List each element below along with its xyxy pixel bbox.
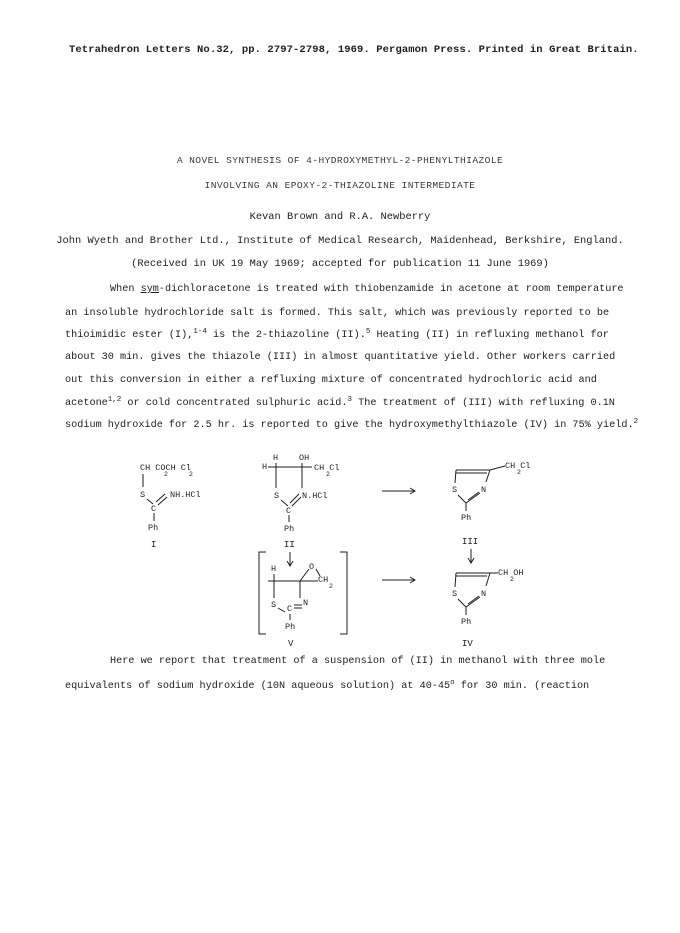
ring-bond: [278, 608, 285, 612]
compound-II: [262, 453, 340, 566]
reference-superscript: 5: [365, 328, 371, 336]
subscript: 2: [164, 471, 168, 478]
ch2oh-group: CH OH: [498, 568, 524, 578]
nitrogen-atom: N: [303, 598, 309, 608]
epoxide-bond: [300, 569, 309, 581]
subscript: 2: [517, 469, 521, 476]
text-run: Heating (II) in refluxing methanol for: [370, 330, 609, 341]
sulfur-atom: S: [271, 600, 277, 610]
arrow-V-to-IV: [382, 577, 415, 583]
subscript: 2: [189, 471, 193, 478]
ring-double-bond: [466, 597, 480, 607]
text-run: or cold concentrated sulphuric acid.: [121, 398, 348, 409]
ring-double-bond: [466, 493, 480, 503]
reaction-scheme-drawing: [0, 440, 680, 655]
double-bond: [156, 494, 165, 502]
text-run: for 30 min. (reaction: [454, 681, 590, 692]
hydrogen-atom: H: [271, 564, 277, 574]
subscript: 2: [329, 583, 333, 590]
paragraph-1-line-5: out this conversion in either a refluxing mixture of concentrated hydrochloric acid and: [65, 375, 597, 386]
ch2-group: CH: [318, 575, 329, 585]
hydrogen-atom: H: [262, 462, 268, 472]
authors: Kevan Brown and R.A. Newberry: [249, 211, 431, 223]
text-run: -dichloracetone is treated with thiobenzamide in acetone at room temperature: [158, 284, 624, 295]
sulfur-atom: S: [452, 589, 458, 599]
text-run: The treatment of (III) with refluxing 0.1N: [352, 398, 615, 409]
double-bond: [292, 497, 301, 506]
subscript: 2: [510, 576, 514, 583]
phenyl-group: Ph: [461, 617, 472, 627]
ring-bond: [486, 573, 490, 586]
sulfur-atom: S: [452, 485, 458, 495]
right-bracket: [340, 552, 347, 634]
arrow-II-to-III: [382, 488, 415, 494]
text-run: equivalents of sodium hydroxide (10N aqueous solution) at 40-45: [65, 681, 451, 692]
carbon-atom: C: [287, 604, 293, 614]
double-bond: [290, 494, 299, 503]
paragraph-2-line-1: Here we report that treatment of a suspension of (II) in methanol with three mole: [110, 656, 606, 667]
reaction-scheme: [0, 440, 680, 655]
double-bond: [158, 497, 167, 505]
degree-superscript: o: [450, 679, 455, 687]
text-run: thioimidic ester (I),: [65, 330, 194, 341]
compound-III: [452, 461, 531, 563]
compound-label-III: III: [462, 537, 479, 547]
ring-bond: [486, 470, 490, 482]
phenyl-group: Ph: [285, 622, 296, 632]
nitrogen-atom: N: [481, 485, 487, 495]
carbon-atom: C: [286, 506, 292, 516]
ring-double-bond: [468, 492, 479, 500]
article-title-line-1: A NOVEL SYNTHESIS OF 4-HYDROXYMETHYL-2-PHENYLTHIAZOLE: [176, 155, 504, 166]
paragraph-1-line-3: [65, 330, 609, 341]
ring-bond: [458, 599, 466, 607]
compound-I-sidechain: CH COCH Cl: [140, 463, 192, 473]
reference-superscript: 3: [347, 396, 353, 404]
text-run: sodium hydroxide for 2.5 hr. is reported to give the hydroxymethylthiazole (IV) in 75% yield.: [65, 420, 634, 431]
left-bracket: [259, 552, 266, 634]
reference-superscript: 1-4: [193, 328, 207, 336]
compound-I: [140, 463, 201, 550]
paragraph-1-line-7: [65, 420, 638, 431]
text-run-underlined: sym: [140, 284, 159, 295]
phenyl-group: Ph: [461, 513, 472, 523]
sulfur-atom: S: [140, 490, 146, 500]
paragraph-2-line-2: [65, 681, 589, 692]
article-title-line-2: INVOLVING AN EPOXY-2-THIAZOLINE INTERMEDIATE: [204, 180, 476, 191]
carbon-atom: C: [151, 504, 157, 514]
compound-label-II: II: [284, 540, 295, 550]
phenyl-group: Ph: [284, 524, 295, 534]
paragraph-1-line-6: [65, 398, 615, 409]
reference-superscript: 2: [633, 418, 639, 426]
journal-citation: Tetrahedron Letters No.32, pp. 2797-2798, 1969. Pergamon Press. Printed in Great Britain.: [69, 44, 639, 56]
sulfur-atom: S: [274, 491, 280, 501]
compound-label-I: I: [151, 540, 157, 550]
subscript: 2: [326, 471, 330, 478]
text-run: is the 2-thiazoline (II).: [206, 330, 366, 341]
ring-bond: [455, 470, 456, 483]
paragraph-1-line-1: [110, 284, 624, 295]
paragraph-1-line-4: about 30 min. gives the thiazole (III) in almost quantitative yield. Other workers carried: [65, 352, 616, 363]
received-dates: (Received in UK 19 May 1969; accepted for publication 11 June 1969): [131, 258, 549, 270]
ring-double-bond: [468, 596, 479, 604]
n-hcl-group: N.HCl: [302, 491, 328, 501]
compound-label-IV: IV: [462, 639, 473, 649]
compound-label-V: V: [288, 639, 294, 649]
hydrogen-atom: H: [273, 453, 279, 463]
phenyl-group: Ph: [148, 523, 159, 533]
bond: [490, 466, 505, 470]
paragraph-1-line-2: an insoluble hydrochloride salt is formed. This salt, which was previously reported to be: [65, 308, 610, 319]
hydroxyl-group: OH: [299, 453, 310, 463]
nh-hcl-group: NH.HCl: [170, 490, 201, 500]
affiliation: John Wyeth and Brother Ltd., Institute of Medical Research, Maidenhead, Berkshire, England.: [56, 235, 624, 247]
nitrogen-atom: N: [481, 589, 487, 599]
text-run: acetone: [65, 398, 108, 409]
compound-IV: [452, 568, 524, 649]
compound-V-intermediate: [259, 552, 347, 649]
ring-bond: [458, 495, 466, 503]
ring-bond: [455, 573, 456, 587]
ch2cl-group: CH Cl: [314, 463, 340, 473]
epoxide-oxygen: O: [309, 562, 315, 572]
reference-superscript: 1,2: [107, 396, 122, 404]
ch2cl-group: CH Cl: [505, 461, 531, 471]
text-run: When: [110, 284, 141, 295]
